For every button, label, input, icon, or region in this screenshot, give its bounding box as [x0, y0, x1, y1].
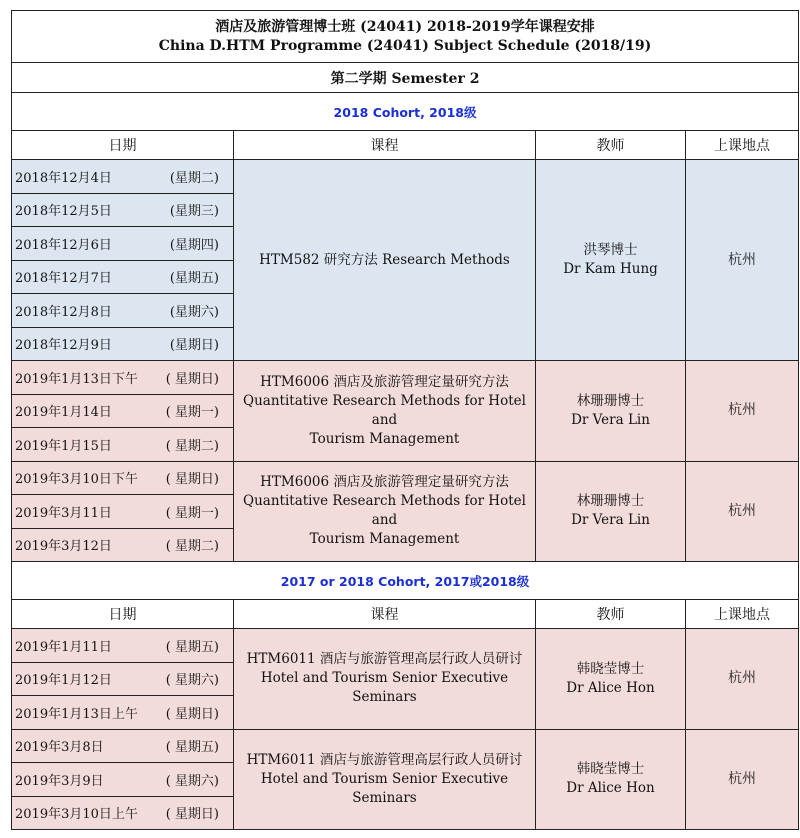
course-cell	[234, 729, 536, 830]
header-date: 日期	[12, 600, 234, 629]
teacher-cell	[536, 160, 686, 361]
weekday-text: (星期二)	[169, 170, 219, 186]
location-cell: 杭州	[686, 629, 799, 730]
date-cell	[12, 629, 234, 663]
date-text: 2019年3月10日下午	[15, 472, 138, 488]
date-cell	[12, 428, 234, 462]
weekday-text: (星期六)	[169, 304, 219, 320]
teacher-line: 洪琴博士	[583, 242, 638, 258]
header-course: 课程	[234, 131, 536, 160]
teacher-cell	[536, 729, 686, 830]
date-text: 2018年12月9日	[15, 338, 112, 354]
table-row	[12, 629, 799, 663]
date-cell	[12, 361, 234, 395]
weekday-text: ( 星期六)	[165, 773, 219, 789]
date-text: 2019年3月11日	[15, 505, 112, 521]
date-cell	[12, 729, 234, 763]
weekday-text: ( 星期日)	[165, 706, 219, 722]
header-date: 日期	[12, 131, 234, 160]
date-cell	[12, 327, 234, 361]
date-text: 2019年1月15日	[15, 438, 112, 454]
title-zh: 酒店及旅游管理博士班 (24041) 2018-2019学年课程安排	[215, 18, 595, 35]
teacher-line: Dr Kam Hung	[563, 261, 658, 277]
date-cell	[12, 796, 234, 830]
date-cell	[12, 294, 234, 328]
date-text: 2019年3月8日	[15, 740, 104, 756]
date-text: 2018年12月7日	[15, 271, 112, 287]
weekday-text: (星期五)	[169, 271, 219, 287]
location-cell: 杭州	[686, 461, 799, 562]
weekday-text: ( 星期日)	[165, 472, 219, 488]
teacher-line: Dr Alice Hon	[566, 780, 655, 797]
date-text: 2019年3月12日	[15, 539, 112, 555]
teacher-line: Dr Alice Hon	[566, 679, 655, 696]
course-cell	[234, 160, 536, 361]
weekday-text: ( 星期日)	[165, 807, 219, 823]
weekday-text: ( 星期五)	[165, 639, 219, 655]
date-cell	[12, 763, 234, 797]
teacher-line: 韩晓莹博士	[576, 660, 645, 677]
header-course: 课程	[234, 600, 536, 629]
course-line: Tourism Management	[309, 430, 460, 447]
course-cell	[234, 361, 536, 462]
date-text: 2019年1月11日	[15, 639, 112, 655]
course-line: HTM6006 酒店及旅游管理定量研究方法	[260, 474, 509, 491]
teacher-line: Dr Vera Lin	[571, 411, 650, 428]
date-cell	[12, 461, 234, 495]
page-title	[12, 11, 799, 63]
date-text: 2019年3月9日	[15, 773, 104, 789]
date-text: 2018年12月8日	[15, 304, 112, 320]
date-cell	[12, 160, 234, 194]
teacher-line: Dr Vera Lin	[571, 512, 650, 529]
teacher-cell	[536, 629, 686, 730]
date-text: 2019年3月10日上午	[15, 807, 138, 823]
course-line: Quantitative Research Methods for Hotel and	[243, 493, 526, 529]
teacher-line: 韩晓莹博士	[576, 761, 645, 778]
header-teacher: 教师	[536, 131, 686, 160]
course-cell	[234, 461, 536, 562]
date-text: 2019年1月12日	[15, 673, 112, 689]
table-row	[12, 729, 799, 763]
weekday-text: (星期日)	[169, 338, 219, 354]
date-text: 2019年1月13日下午	[15, 371, 138, 387]
title-en: China D.HTM Programme (24041) Subject Schedule (2018/19)	[158, 37, 652, 54]
course-line: HTM6006 酒店及旅游管理定量研究方法	[260, 373, 509, 390]
date-cell	[12, 394, 234, 428]
date-text: 2019年1月13日上午	[15, 706, 138, 722]
date-text: 2018年12月5日	[15, 204, 112, 220]
course-line: Hotel and Tourism Senior Executive Seminars	[260, 770, 509, 806]
table-row	[12, 160, 799, 194]
date-cell	[12, 696, 234, 730]
header-location: 上课地点	[686, 131, 799, 160]
weekday-text: ( 星期二)	[165, 438, 219, 454]
weekday-text: ( 星期一)	[165, 405, 219, 421]
date-cell	[12, 495, 234, 529]
table-row	[12, 461, 799, 495]
teacher-cell	[536, 361, 686, 462]
date-text: 2018年12月6日	[15, 237, 112, 253]
schedule-table	[11, 10, 799, 830]
teacher-line: 林珊珊博士	[576, 392, 645, 409]
course-line: Quantitative Research Methods for Hotel and	[243, 392, 526, 428]
cohort-heading: 2017 or 2018 Cohort, 2017或2018级	[12, 562, 799, 600]
weekday-text: (星期四)	[169, 237, 219, 253]
semester-heading: 第二学期 Semester 2	[12, 63, 799, 93]
date-text: 2019年1月14日	[15, 405, 112, 421]
weekday-text: ( 星期六)	[165, 673, 219, 689]
location-cell: 杭州	[686, 160, 799, 361]
course-line: Tourism Management	[309, 531, 460, 548]
course-line: Hotel and Tourism Senior Executive Seminars	[260, 670, 509, 706]
date-cell	[12, 528, 234, 562]
date-cell	[12, 193, 234, 227]
location-cell: 杭州	[686, 729, 799, 830]
location-cell: 杭州	[686, 361, 799, 462]
table-row	[12, 361, 799, 395]
teacher-line: 林珊珊博士	[576, 493, 645, 510]
header-location: 上课地点	[686, 600, 799, 629]
course-line: HTM582 研究方法 Research Methods	[259, 251, 510, 268]
weekday-text: ( 星期五)	[165, 740, 219, 756]
course-cell	[234, 629, 536, 730]
date-cell	[12, 260, 234, 294]
weekday-text: (星期三)	[169, 204, 219, 220]
header-teacher: 教师	[536, 600, 686, 629]
teacher-cell	[536, 461, 686, 562]
date-cell	[12, 662, 234, 696]
course-line: HTM6011 酒店与旅游管理高层行政人员研讨	[246, 751, 523, 768]
weekday-text: ( 星期二)	[165, 539, 219, 555]
weekday-text: ( 星期日)	[165, 371, 219, 387]
cohort-heading: 2018 Cohort, 2018级	[12, 93, 799, 131]
weekday-text: ( 星期一)	[165, 505, 219, 521]
course-line: HTM6011 酒店与旅游管理高层行政人员研讨	[246, 651, 523, 668]
date-text: 2018年12月4日	[15, 170, 112, 186]
date-cell	[12, 227, 234, 261]
